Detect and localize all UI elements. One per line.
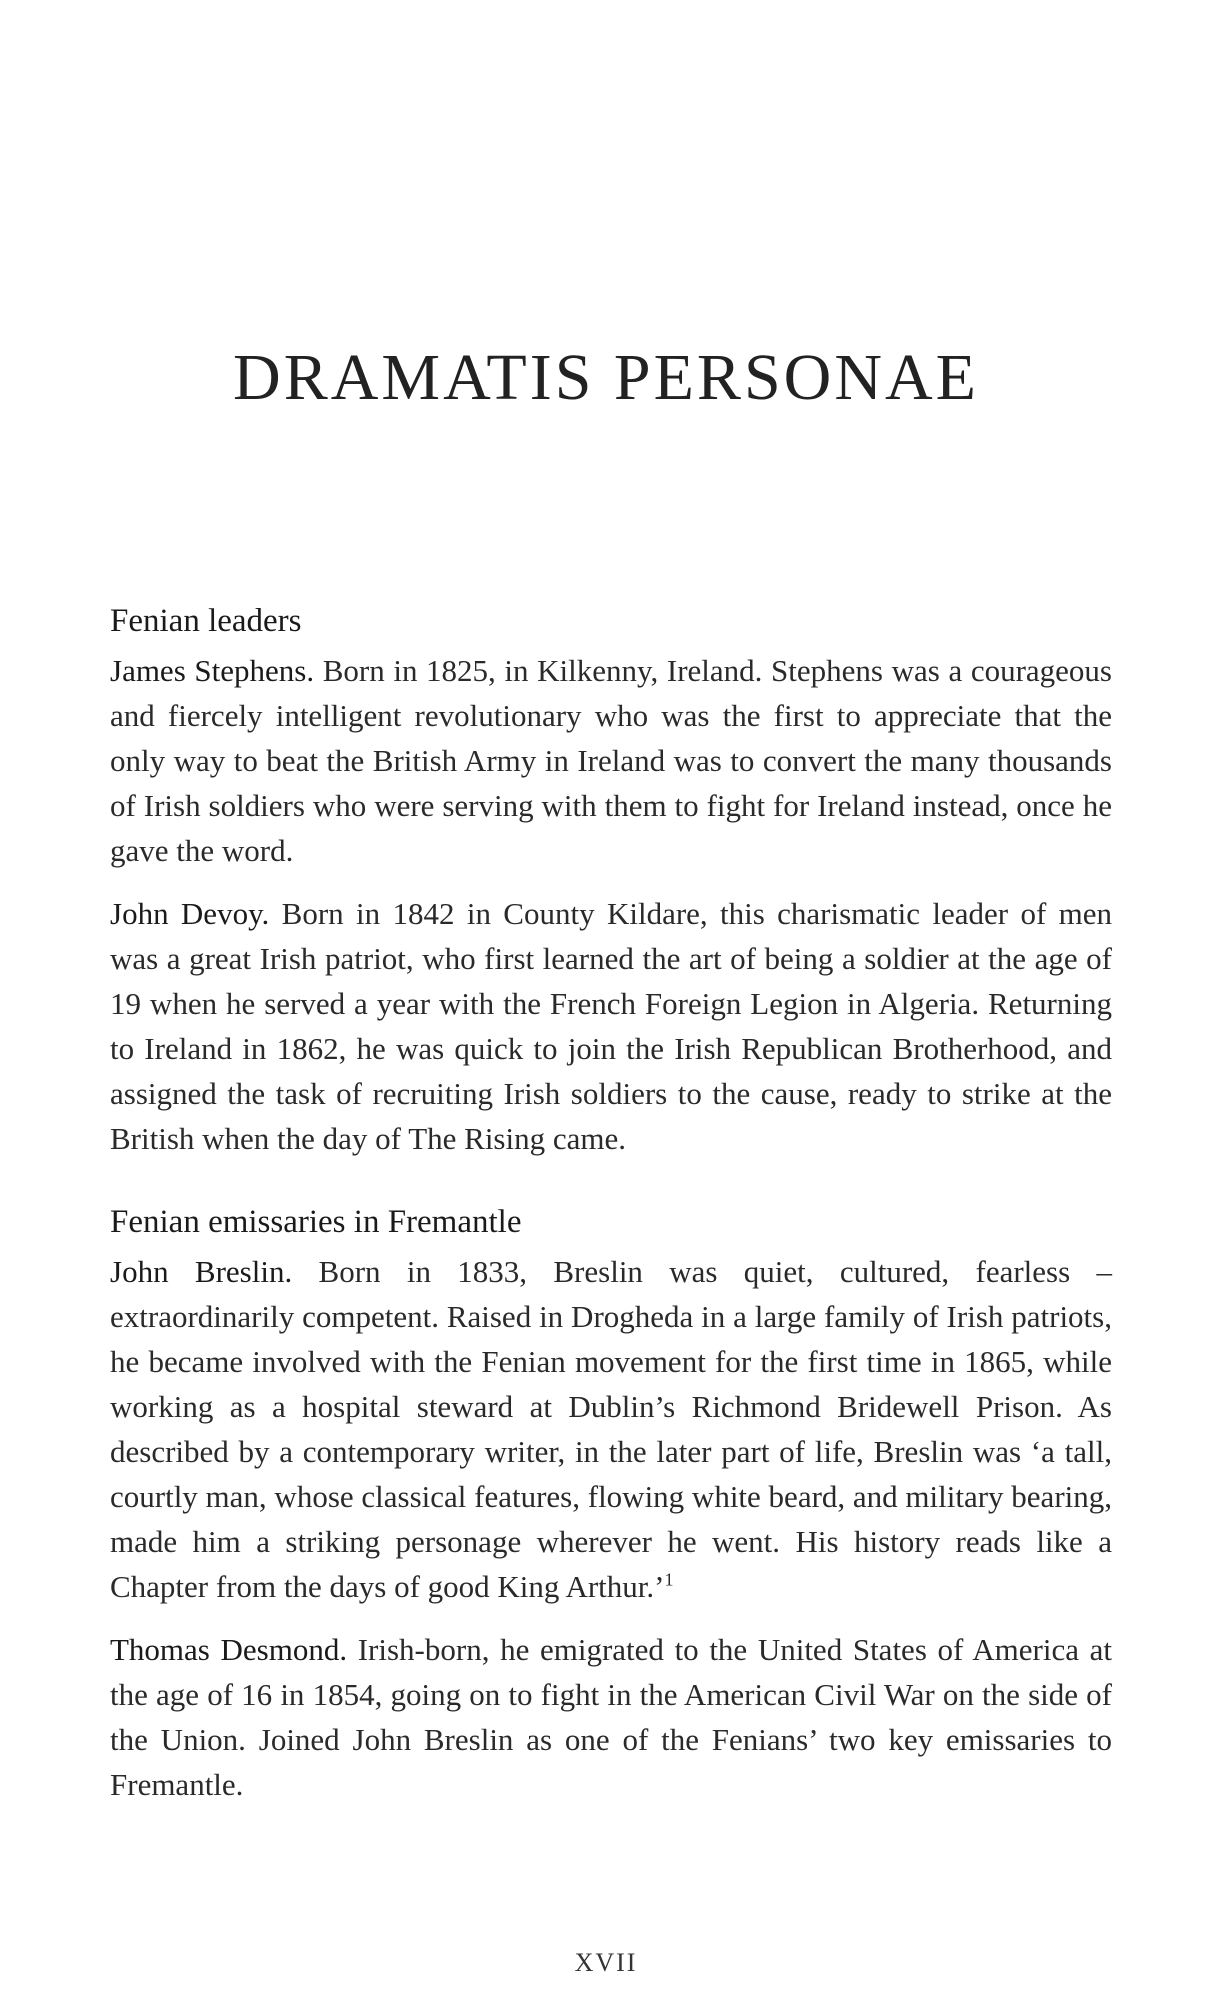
entry-text: Irish-born, he emigrated to the United States of America at the age of 16 in 1854, going on to fight in the American Civil War on the side of the Union. Joined John Breslin as one of the Fenians’ two key emissaries to Fremantle. bbox=[110, 1632, 1112, 1802]
page-content bbox=[110, 600, 1112, 1807]
entry-thomas-desmond bbox=[110, 1627, 1112, 1807]
entry-name: John Devoy. bbox=[110, 896, 270, 931]
entry-text: Born in 1825, in Kilkenny, Ireland. Stephens was a courageous and fiercely intelligent revolutionary who was the first to appreciate that the only way to beat the British Army in Ireland was to convert the many thousands of Irish soldiers who were serving with them to fight for Ireland instead, once he gave the word. bbox=[110, 653, 1112, 868]
entry-text: Born in 1833, Breslin was quiet, cultured, fearless – extraordinarily competent. Raised in Drogheda in a large family of Irish patriots, he became involved with the Fenian movement for the first time in 1865, while working as a hospital steward at Dublin’s Richmond Bridewell Prison. As described by a contemporary writer, in the later part of life, Breslin was ‘a tall, courtly man, whose classical features, flowing white beard, and military bearing, made him a striking personage wherever he went. His history reads like a Chapter from the days of good King Arthur.’ bbox=[110, 1254, 1113, 1604]
entry-text: Born in 1842 in County Kildare, this charismatic leader of men was a great Irish patriot, who first learned the art of being a soldier at the age of 19 when he served a year with the French Foreign Legion in Algeria. Returning to Ireland in 1862, he was quick to join the Irish Republican Brotherhood, and assigned the task of recruiting Irish soldiers to the cause, ready to strike at the British when the day of The Rising came. bbox=[110, 896, 1113, 1156]
entry-james-stephens bbox=[110, 648, 1112, 873]
entry-john-devoy bbox=[110, 891, 1112, 1161]
entry-name: James Stephens. bbox=[110, 653, 315, 688]
footnote-reference: 1 bbox=[664, 1569, 674, 1590]
page-number: XVII bbox=[574, 1948, 638, 1977]
section-heading-fenian-leaders: Fenian leaders bbox=[110, 603, 302, 639]
entry-name: Thomas Desmond. bbox=[110, 1632, 348, 1667]
entry-john-breslin bbox=[110, 1249, 1112, 1609]
page-title: DRAMATIS PERSONAE bbox=[233, 341, 979, 414]
section-heading-fenian-emissaries: Fenian emissaries in Fremantle bbox=[110, 1204, 522, 1240]
entry-name: John Breslin. bbox=[110, 1254, 293, 1289]
